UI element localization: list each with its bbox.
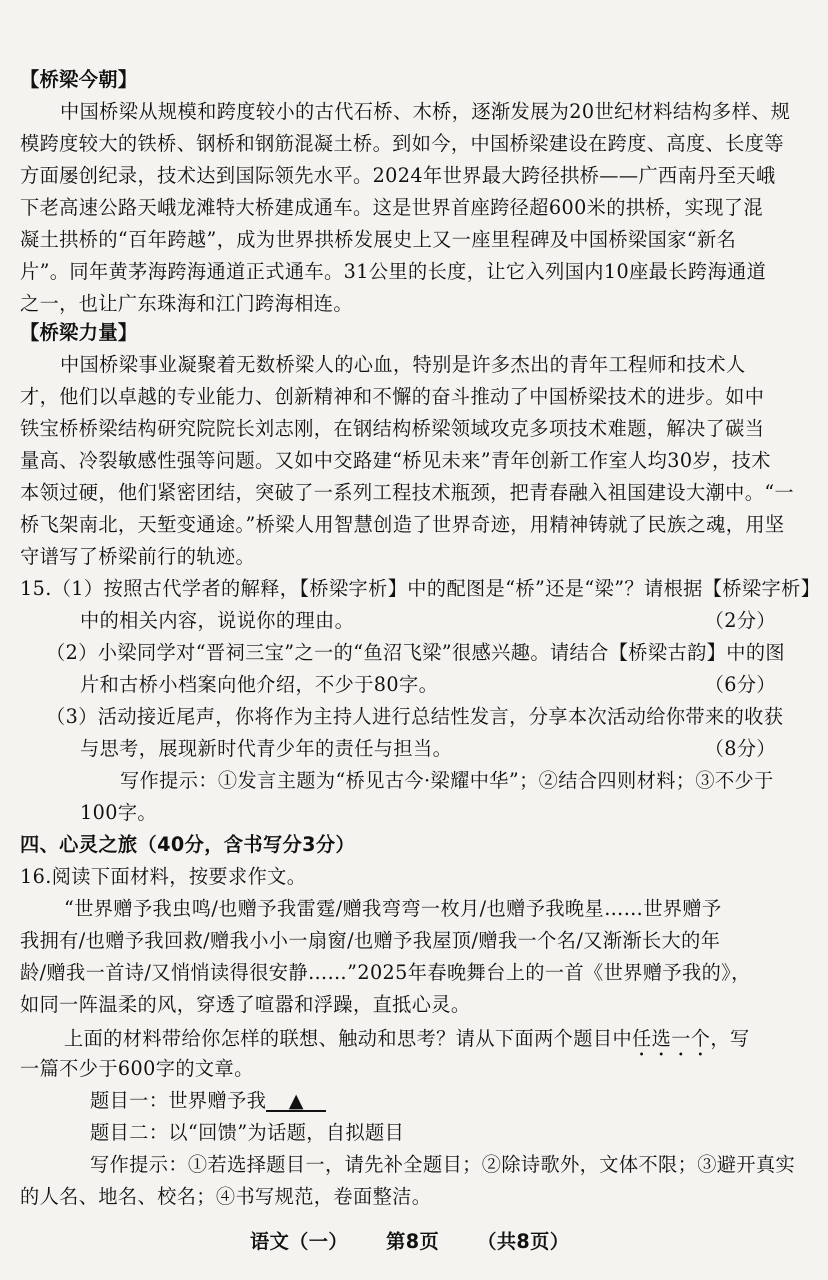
prompt-text: 上面的材料带给你怎样的联想、触动和思考？请从下面两个题目中 (64, 1027, 633, 1050)
paragraph-line: 方面屡创纪录，技术达到国际领先水平。2024年世界最大跨径拱桥——广西南丹至天峨 (20, 164, 776, 187)
section-heading-bridge-power: 【桥梁力量】 (20, 321, 138, 344)
material-line: “世界赠予我虫鸣/也赠予我雷霆/赠我弯弯一枚月/也赠予我晚星……世界赠予 (64, 897, 722, 920)
writing-tip-cont: 100字。 (80, 801, 157, 824)
paragraph-line: 中国桥梁从规模和跨度较小的古代石桥、木桥，逐渐发展为20世纪材料结构多样、规 (60, 100, 791, 123)
paragraph-line: 凝土拱桥的“百年跨越”，成为世界拱桥发展史上又一座里程碑及中国桥梁国家“新名 (20, 228, 737, 251)
paragraph-line: 模跨度较大的铁桥、钢桥和钢筋混凝土桥。到如今，中国桥梁建设在跨度、高度、长度等 (20, 132, 784, 155)
material-line: 龄/赠我一首诗/又悄悄读得很安静……”2025年春晚舞台上的一首《世界赠予我的》， (20, 961, 751, 984)
material-line: 我拥有/也赠予我回救/赠我小小一扇窗/也赠予我屋顶/赠我一个名/又渐渐长大的年 (20, 929, 721, 952)
writing-tip-cont: 的人名、地名、校名；④书写规范，卷面整洁。 (20, 1185, 432, 1208)
question-text: 与思考，展现新时代青少年的责任与担当。 (80, 737, 453, 760)
question-text: 中的相关内容，说说你的理由。 (80, 609, 355, 632)
footer-subject: 语文（一） (250, 1230, 348, 1253)
title-option-1 (90, 1091, 326, 1112)
points-label: （8分） (704, 737, 776, 760)
question-16-intro: 16.阅读下面材料，按要求作文。 (20, 865, 307, 888)
paragraph-line: 中国桥梁事业凝聚着无数桥梁人的心血，特别是许多杰出的青年工程师和技术人 (60, 353, 746, 376)
points-label: （2分） (704, 609, 776, 632)
essay-prompt-cont: 一篇不少于600字的文章。 (20, 1057, 254, 1080)
material-line: 如同一阵温柔的风，穿透了喧嚣和浮躁，直抵心灵。 (20, 993, 471, 1016)
question-15-part3: （3）活动接近尾声，你将作为主持人进行总结性发言，分享本次活动给你带来的收获 (46, 705, 784, 728)
writing-tip: 写作提示：①发言主题为“桥见古今·梁耀中华”；②结合四则材料；③不少于 (120, 769, 774, 792)
section-heading-bridge-today: 【桥梁今朝】 (20, 68, 138, 91)
fill-in-blank: ▲ (266, 1091, 326, 1112)
paragraph-line: 下老高速公路天峨龙滩特大桥建成通车。这是世界首座跨径超600米的拱桥，实现了混 (20, 196, 763, 219)
paragraph-line: 本领过硬，他们紧密团结，突破了一系列工程技术瓶颈，把青春融入祖国建设大潮中。“一 (20, 481, 795, 504)
question-15-part1: 15.（1）按照古代学者的解释，【桥梁字析】中的配图是“桥”还是“梁”？请根据【桥梁字析】 (20, 577, 821, 600)
writing-tip: 写作提示：①若选择题目一，请先补全题目；②除诗歌外，文体不限；③避开真实 (90, 1153, 796, 1176)
title-label: 题目一：世界赠予我 (90, 1089, 267, 1112)
paragraph-line: 才，他们以卓越的专业能力、创新精神和不懈的奋斗推动了中国桥梁技术的进步。如中 (20, 385, 765, 408)
footer-total: （共8页） (477, 1230, 570, 1253)
question-15-part2: （2）小梁同学对“晋祠三宝”之一的“鱼沼飞梁”很感兴趣。请结合【桥梁古韵】中的图 (46, 641, 786, 664)
paragraph-line: 桥飞架南北，天堑变通途。”桥梁人用智慧创造了世界奇迹，用精神铸就了民族之魂，用坚 (20, 513, 785, 536)
footer-page: 第8页 (386, 1230, 440, 1253)
emphasized-text: 任选一个 (632, 1027, 711, 1050)
points-label: （6分） (704, 673, 776, 696)
paragraph-line: 之一，也让广东珠海和江门跨海相连。 (20, 292, 353, 315)
paragraph-line: 量高、冷裂敏感性强等问题。又如中交路建“桥见未来”青年创新工作室人均30岁，技术 (20, 449, 771, 472)
page-footer (250, 1232, 569, 1251)
question-text: 片和古桥小档案向他介绍，不少于80字。 (80, 673, 439, 696)
prompt-text: ，写 (710, 1027, 750, 1050)
paragraph-line: 铁宝桥桥梁结构研究院院长刘志刚，在钢结构桥梁领域攻克多项技术难题，解决了碳当 (20, 417, 765, 440)
paragraph-line: 片”。同年黄茅海跨海通道正式通车。31公里的长度，让它入列国内10座最长跨海通道 (20, 260, 767, 283)
title-option-2: 题目二：以“回馈”为话题，自拟题目 (90, 1121, 405, 1144)
essay-prompt (64, 1027, 750, 1061)
part4-heading: 四、心灵之旅（40分，含书写分3分） (20, 833, 356, 856)
paragraph-line: 守谱写了桥梁前行的轨迹。 (20, 545, 256, 568)
